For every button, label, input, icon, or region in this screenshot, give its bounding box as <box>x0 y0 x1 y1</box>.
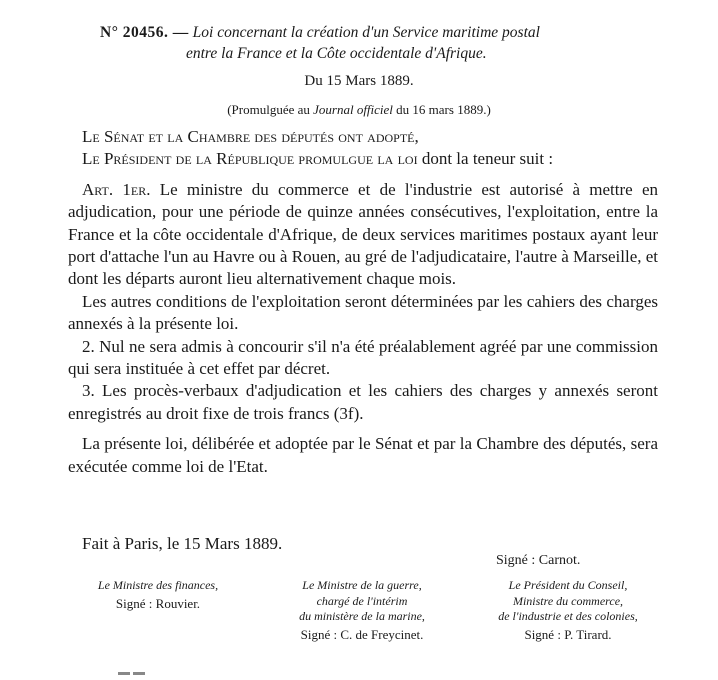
article-1-label: Art. 1er. <box>82 179 151 199</box>
signature-carnot: Signé : Carnot. <box>496 553 581 568</box>
article-3: 3. Les procès-verbaux d'adjudication et les cahiers des charges y annexés seront enregistrés au droit fixe de trois francs (3f). <box>68 381 658 423</box>
article-1-paragraph-2: Les autres conditions de l'exploitation seront déterminées par les cahiers des charges annexés à la présente loi. <box>68 291 658 334</box>
signatory-title-2: Ministre du commerce, <box>512 593 624 608</box>
signatory-guerre <box>262 578 462 642</box>
preamble-senat <box>68 126 658 148</box>
promulgation-prefix: (Promulguée au <box>227 102 314 117</box>
signatory-title-3: du ministère de la marine, <box>299 609 425 623</box>
signatory-title: Le Ministre de la guerre, <box>302 578 422 592</box>
article-1 <box>68 179 658 291</box>
signatory-title: Le Ministre des finances, <box>97 578 219 592</box>
law-title-line2: entre la France et la Côte occidentale d'Afrique. <box>186 45 487 62</box>
law-body <box>68 126 658 478</box>
preamble-president-text: Le Président de la République promulgue la loi <box>82 149 418 169</box>
promulgation-note <box>0 102 718 118</box>
article-1-text: Le ministre du commerce et de l'industrie est autorisé à mettre en adjudication, pour une période de quinze années consécutives, l'exploitation, entre la France et la côte occidentale d'Afrique, de deux services maritimes postaux ayant leur port d'attache l'un au Havre ou à Rouen, au gré de l'adjudicataire, l'autre à Marseille, et dont les départs auront lieu alternativement chaque mois. <box>68 179 659 289</box>
law-header <box>100 22 660 64</box>
preamble-president <box>68 148 658 170</box>
law-date: Du 15 Mars 1889. <box>304 73 414 89</box>
signatory-name: Signé : Rouvier. <box>115 595 201 611</box>
article-2: 2. Nul ne sera admis à concourir s'il n'a été préalablement agréé par une commission qui sera instituée à cet effet par décret. <box>68 336 658 379</box>
preamble-president-rest: dont la teneur suit : <box>417 149 554 169</box>
signatory-name: Signé : P. Tirard. <box>524 626 612 642</box>
cut-off-text-fragment <box>118 662 158 668</box>
signatory-finances <box>68 578 248 611</box>
fait-a-paris: Fait à Paris, le 15 Mars 1889. <box>82 534 283 553</box>
promulgation-journal: Journal officiel <box>313 102 393 117</box>
signatory-title: Le Président du Conseil, <box>508 578 628 592</box>
law-title-line1: Loi concernant la création d'un Service maritime postal <box>192 24 540 41</box>
law-number: N° 20456. — <box>100 24 189 41</box>
signatory-name: Signé : C. de Freycinet. <box>300 626 424 642</box>
signatory-president-conseil <box>468 578 668 642</box>
final-clause: La présente loi, délibérée et adoptée par le Sénat et par la Chambre des députés, sera exécutée comme loi de l'Etat. <box>68 434 658 476</box>
preamble-senat-text: Le Sénat et la Chambre des députés ont adopté, <box>82 127 419 146</box>
signatory-title-3: de l'industrie et des colonies, <box>498 609 638 623</box>
signatory-title-2: chargé de l'intérim <box>316 593 408 608</box>
promulgation-suffix: du 16 mars 1889.) <box>392 102 491 117</box>
